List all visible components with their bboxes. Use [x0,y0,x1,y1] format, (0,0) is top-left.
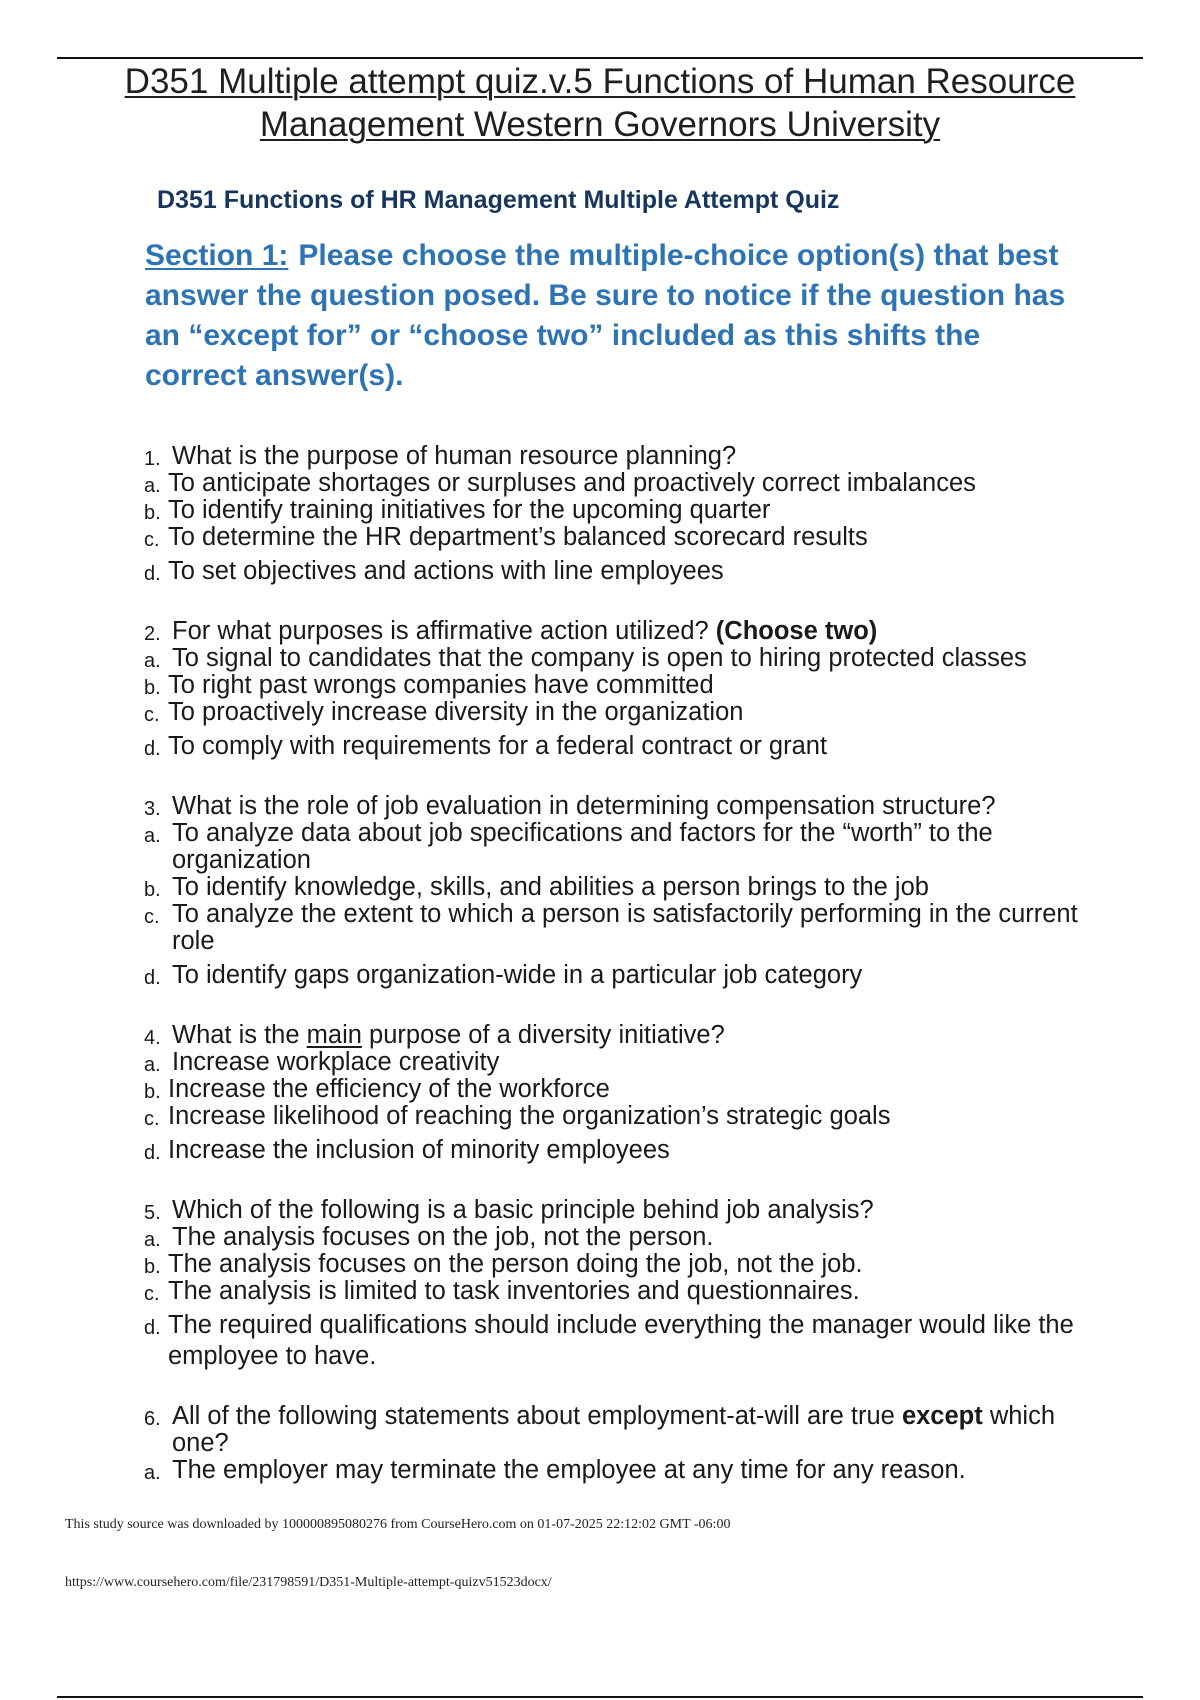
option-text: The analysis focuses on the job, not the person. [172,1223,714,1251]
answer-option[interactable] [144,470,1084,497]
question-3 [144,793,1084,991]
answer-option[interactable] [144,699,1084,726]
option-letter: b. [144,1256,161,1278]
option-letter: c. [144,906,160,928]
answer-option[interactable] [144,1224,1084,1251]
option-letter: c. [144,529,160,551]
option-text: To comply with requirements for a federal contract or grant [168,732,828,760]
source-url: https://www.coursehero.com/file/231798591/D351-Multiple-attempt-quizv51523docx/ [65,1575,552,1590]
section-text: Please choose the multiple-choice option(s) that best answer the question posed. Be sure to notice if the question has an “except for” or “choose two” included as this shifts the correct answer(s). [145,239,1066,392]
option-letter: a. [144,475,161,497]
option-letter: a. [144,1229,161,1251]
question-prompt [144,618,1084,645]
option-letter: b. [144,677,161,699]
question-text: What is the purpose of human resource planning? [172,442,737,470]
top-rule [57,57,1143,59]
choose-two-note: (Choose two) [715,617,878,645]
option-letter: c. [144,704,160,726]
question-list [144,443,1084,1515]
option-letter: a. [144,1054,161,1076]
answer-option[interactable] [144,645,1084,672]
answer-option[interactable] [144,1278,1084,1305]
answer-option[interactable] [144,556,1084,587]
question-1 [144,443,1084,587]
question-emphasis: main [306,1021,362,1049]
question-text-end: purpose of a diversity initiative? [369,1021,725,1049]
option-text: To anticipate shortages or surpluses and proactively correct imbalances [168,469,976,497]
question-prompt [144,1022,1084,1049]
option-letter: b. [144,1081,161,1103]
option-letter: b. [144,502,161,524]
option-letter: b. [144,879,161,901]
question-number: 4. [144,1027,161,1049]
section-instructions [145,236,1085,396]
question-5 [144,1197,1084,1372]
option-text: To identify knowledge, skills, and abilities a person brings to the job [172,873,929,901]
option-letter: d. [144,563,161,585]
answer-option[interactable] [144,874,1084,901]
question-number: 2. [144,623,161,645]
answer-option[interactable] [144,1310,1084,1372]
question-number: 1. [144,448,161,470]
option-text: To determine the HR department’s balanced scorecard results [168,523,868,551]
option-text: To identify training initiatives for the upcoming quarter [168,496,771,524]
option-text: The analysis is limited to task inventories and questionnaires. [168,1277,860,1305]
option-text: To set objectives and actions with line employees [168,557,724,585]
question-text-end: which one? [172,1402,1056,1457]
option-text: The required qualifications should include everything the manager would like the employee to have. [168,1311,1074,1370]
question-text: Which of the following is a basic principle behind job analysis? [172,1196,874,1224]
question-prompt [144,1403,1084,1457]
option-text: Increase workplace creativity [172,1048,500,1076]
download-notice: This study source was downloaded by 100000895080276 from CourseHero.com on 01-07-2025 22:12:02 GMT -06:00 [65,1517,731,1532]
option-letter: d. [144,1317,161,1339]
option-text: To signal to candidates that the company is open to hiring protected classes [172,644,1027,672]
answer-option[interactable] [144,1135,1084,1166]
document-title: D351 Multiple attempt quiz.v.5 Functions of Human Resource Management Western Governors University [124,62,1076,144]
option-text: The analysis focuses on the person doing the job, not the job. [168,1250,863,1278]
option-text: Increase the inclusion of minority employees [168,1136,670,1164]
question-text-start: All of the following statements about employment-at-will are true [172,1402,895,1430]
option-letter: d. [144,1142,161,1164]
option-letter: a. [144,650,161,672]
answer-option[interactable] [144,497,1084,524]
option-letter: a. [144,1462,161,1484]
option-text: Increase the efficiency of the workforce [168,1075,610,1103]
section-label: Section 1: [145,239,289,272]
answer-option[interactable] [144,731,1084,762]
answer-option[interactable] [144,1457,1084,1484]
option-text: To analyze data about job specifications and factors for the “worth” to the organization [172,819,993,874]
bottom-rule [57,1696,1143,1698]
question-text: What is the role of job evaluation in determining compensation structure? [172,792,996,820]
answer-option[interactable] [144,1251,1084,1278]
question-number: 3. [144,798,161,820]
option-text: To proactively increase diversity in the organization [168,698,744,726]
question-text: For what purposes is affirmative action utilized? [172,617,709,645]
option-text: The employer may terminate the employee at any time for any reason. [172,1456,966,1484]
question-text-start: What is the [172,1021,300,1049]
option-text: Increase likelihood of reaching the organization’s strategic goals [168,1102,891,1130]
question-number: 6. [144,1408,161,1430]
option-letter: a. [144,825,161,847]
option-letter: c. [144,1283,160,1305]
answer-option[interactable] [144,524,1084,551]
answer-option[interactable] [144,1103,1084,1130]
option-text: To identify gaps organization-wide in a particular job category [172,961,863,989]
except-emphasis: except [901,1402,983,1430]
answer-option[interactable] [144,901,1084,955]
answer-option[interactable] [144,672,1084,699]
answer-option[interactable] [144,820,1084,874]
question-4 [144,1022,1084,1166]
question-2 [144,618,1084,762]
question-number: 5. [144,1202,161,1224]
option-letter: c. [144,1108,160,1130]
question-prompt [144,793,1084,820]
answer-option[interactable] [144,960,1084,991]
question-prompt [144,1197,1084,1224]
option-letter: d. [144,967,161,989]
answer-option[interactable] [144,1049,1084,1076]
question-6 [144,1403,1084,1484]
option-text: To analyze the extent to which a person is satisfactorily performing in the current role [172,900,1078,955]
question-prompt [144,443,1084,470]
option-text: To right past wrongs companies have committed [168,671,714,699]
answer-option[interactable] [144,1076,1084,1103]
quiz-heading: D351 Functions of HR Management Multiple Attempt Quiz [157,186,840,214]
option-letter: d. [144,738,161,760]
